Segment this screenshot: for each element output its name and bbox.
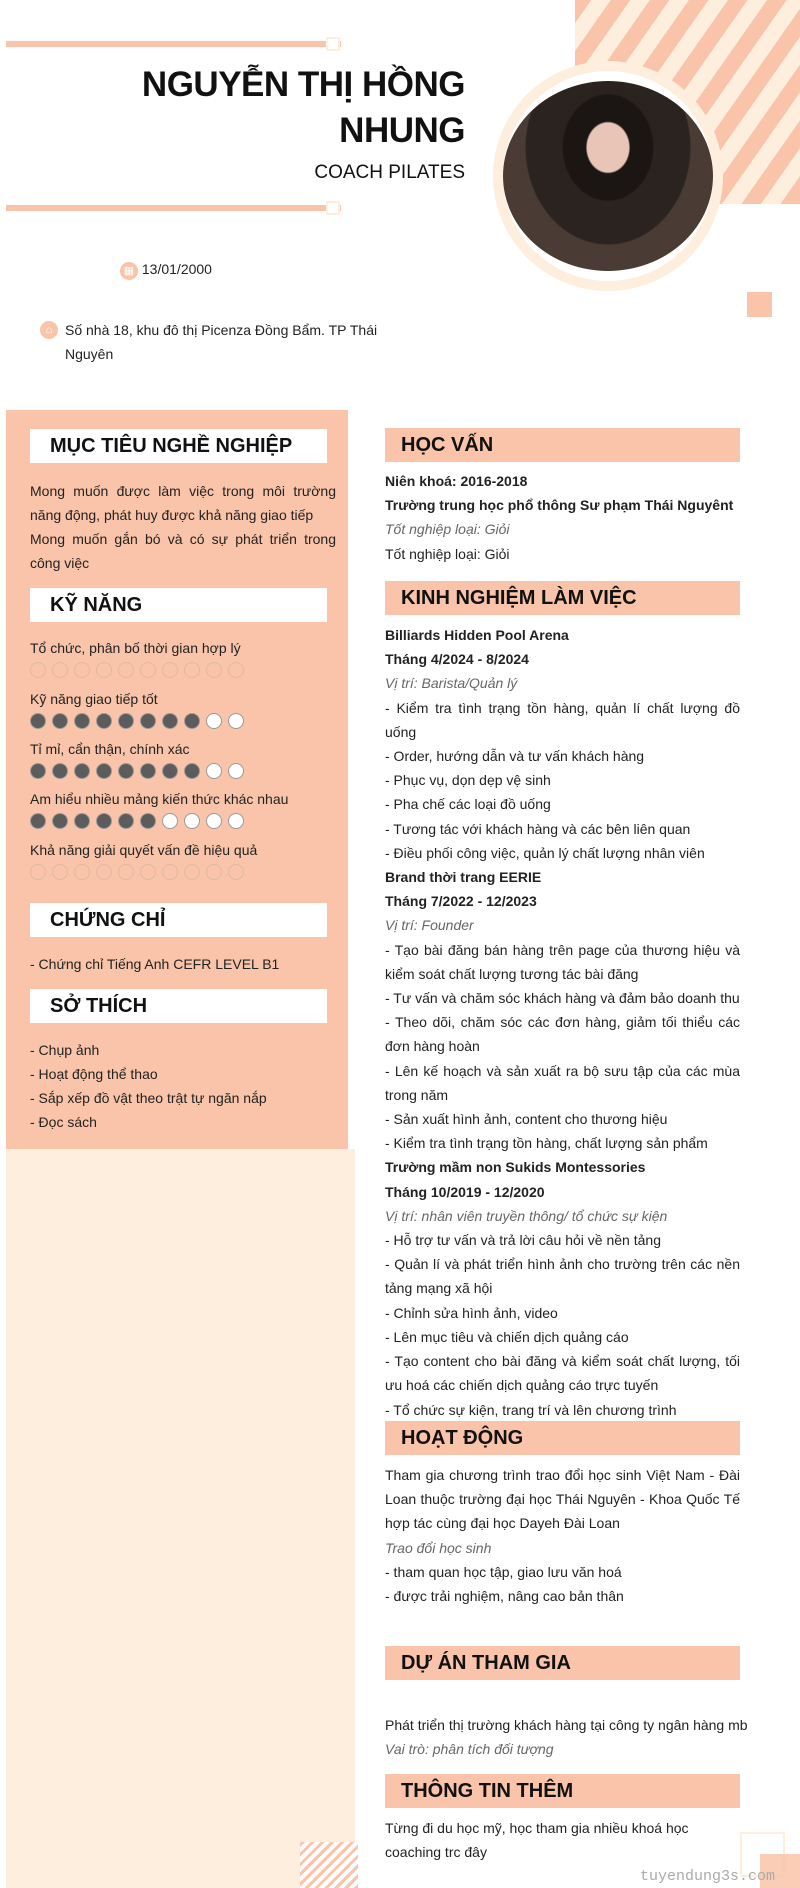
- rating-dot: [30, 713, 46, 729]
- rating-dot: [74, 813, 90, 829]
- rating-dot: [52, 713, 68, 729]
- rating-dot: [118, 763, 134, 779]
- job-task: - Kiểm tra tình trạng tồn hàng, chất lượng sản phẩm: [385, 1135, 708, 1152]
- job-period: Tháng 7/2022 - 12/2023: [385, 893, 537, 910]
- hobby-item: - Hoạt động thể thao: [30, 1066, 158, 1082]
- skills-heading: KỸ NĂNG: [30, 588, 327, 622]
- job-position: Vị trí: Founder: [385, 917, 474, 934]
- rating-dot: [162, 813, 178, 829]
- decorative-corner-stripes: [300, 1842, 358, 1888]
- job-entry: [385, 865, 740, 1155]
- job-entry: [385, 1155, 740, 1421]
- decorative-square: [747, 292, 772, 317]
- job-company: Billiards Hidden Pool Arena: [385, 627, 569, 643]
- rating-dot: [206, 763, 222, 779]
- rating-dot: [228, 662, 244, 678]
- rating-dot: [184, 763, 200, 779]
- rating-dot: [96, 864, 112, 880]
- rating-dot: [52, 813, 68, 829]
- rating-dot: [74, 713, 90, 729]
- rating-dot: [52, 662, 68, 678]
- activities-heading: HOẠT ĐỘNG: [385, 1421, 740, 1455]
- job-task: - Pha chế các loại đồ uống: [385, 796, 551, 813]
- rating-dot: [206, 713, 222, 729]
- experience-heading: KINH NGHIỆM LÀM VIỆC: [385, 581, 740, 615]
- address-value: Số nhà 18, khu đô thị Picenza Đồng Bẩm. TP Thái Nguyên: [65, 322, 378, 362]
- rating-dot: [228, 713, 244, 729]
- objective-line: Mong muốn gắn bó và có sự phát triển trong công việc: [30, 531, 336, 571]
- rating-dot: [140, 813, 156, 829]
- job-position: Vị trí: Barista/Quản lý: [385, 675, 518, 692]
- rating-dot: [140, 662, 156, 678]
- rating-dot: [206, 864, 222, 880]
- skill-rating: [30, 813, 244, 829]
- rating-dot: [140, 763, 156, 779]
- rating-dot: [162, 864, 178, 880]
- job-company: Trường mầm non Sukids Montessories: [385, 1159, 646, 1176]
- job-period: Tháng 10/2019 - 12/2020: [385, 1183, 545, 1200]
- job-task: - Tổ chức sự kiện, trang trí và lên chương trình: [385, 1401, 677, 1418]
- rating-dot: [162, 763, 178, 779]
- job-company: Brand thời trang EERIE: [385, 869, 542, 886]
- objective-line: Mong muốn được làm việc trong môi trường năng động, phát huy được khả năng giao tiếp: [30, 483, 336, 523]
- job-task: - Order, hướng dẫn và tư vấn khách hàng: [385, 748, 645, 765]
- education-detail: Tốt nghiệp loại: Giỏi: [385, 545, 510, 562]
- hobbies-heading: SỞ THÍCH: [30, 989, 327, 1023]
- job-period: Tháng 4/2024 - 8/2024: [385, 651, 529, 668]
- certificate-item: - Chứng chỉ Tiếng Anh CEFR LEVEL B1: [30, 956, 280, 972]
- rating-dot: [96, 763, 112, 779]
- calendar-icon: ▦: [120, 262, 138, 280]
- rating-dot: [52, 864, 68, 880]
- activity-item: - tham quan học tập, giao lưu văn hoá: [385, 1563, 622, 1580]
- skill-label: Kỹ năng giao tiếp tốt: [30, 691, 158, 707]
- rating-dot: [140, 864, 156, 880]
- divider-top: [6, 41, 341, 47]
- rating-dot: [74, 864, 90, 880]
- project-role: Vai trò: phân tích đối tượng: [385, 1741, 554, 1758]
- activity-description: Tham gia chương trình trao đổi học sinh Việt Nam - Đài Loan thuộc trường đại học Thái Nguyên - Khoa Quốc Tế hợp tác cùng đại học Dayeh Đài Loan: [385, 1467, 740, 1532]
- job-task: - Sản xuất hình ảnh, content cho thương hiệu: [385, 1111, 668, 1128]
- job-task: - Tạo content cho bài đăng và kiểm soát chất lượng, tối ưu hoá các chiến dịch quảng cáo trực tuyến: [385, 1353, 740, 1394]
- certificates-heading: CHỨNG CHỈ: [30, 903, 327, 937]
- job-task: - Lên mục tiêu và chiến dịch quảng cáo: [385, 1328, 629, 1345]
- rating-dot: [74, 763, 90, 779]
- rating-dot: [74, 662, 90, 678]
- divider-cap: [326, 37, 340, 51]
- activity-item: - được trải nghiệm, nâng cao bản thân: [385, 1588, 624, 1605]
- rating-dot: [228, 813, 244, 829]
- projects-heading: DỰ ÁN THAM GIA: [385, 1646, 740, 1680]
- job-task: - Quản lí và phát triển hình ảnh cho trường trên các nền tảng mạng xã hội: [385, 1256, 740, 1297]
- job-task: - Tương tác với khách hàng và các bên liên quan: [385, 820, 691, 837]
- dob-value: 13/01/2000: [141, 261, 212, 277]
- rating-dot: [30, 864, 46, 880]
- left-panel-cream: [6, 1149, 355, 1888]
- rating-dot: [118, 864, 134, 880]
- job-task: - Phục vụ, dọn dẹp vệ sinh: [385, 772, 551, 789]
- job-entry: [385, 623, 740, 865]
- divider-cap: [326, 201, 340, 215]
- rating-dot: [184, 713, 200, 729]
- rating-dot: [118, 662, 134, 678]
- education-block: [385, 469, 770, 566]
- project-description: Phát triển thị trường khách hàng tại công ty ngân hàng mb: [385, 1717, 748, 1733]
- rating-dot: [96, 662, 112, 678]
- rating-dot: [52, 763, 68, 779]
- rating-dot: [118, 813, 134, 829]
- education-heading: HỌC VẤN: [385, 428, 740, 462]
- rating-dot: [118, 713, 134, 729]
- rating-dot: [140, 713, 156, 729]
- job-task: - Điều phối công việc, quản lý chất lượng nhân viên: [385, 844, 705, 861]
- projects-block: [385, 1713, 770, 1761]
- hobbies-list: [30, 1038, 336, 1134]
- rating-dot: [228, 763, 244, 779]
- skill-label: Am hiểu nhiều mảng kiến thức khác nhau: [30, 791, 289, 807]
- skill-label: Tổ chức, phân bố thời gian hợp lý: [30, 640, 241, 656]
- job-task: - Chỉnh sửa hình ảnh, video: [385, 1304, 558, 1321]
- hobby-item: - Đọc sách: [30, 1114, 97, 1130]
- objective-heading: MỤC TIÊU NGHỀ NGHIỆP: [30, 429, 327, 463]
- rating-dot: [184, 813, 200, 829]
- job-position: Vị trí: nhân viên truyền thông/ tổ chức sự kiện: [385, 1207, 668, 1224]
- profile-photo: [503, 81, 713, 271]
- rating-dot: [184, 662, 200, 678]
- education-subtitle: Tốt nghiệp loại: Giỏi: [385, 521, 510, 538]
- job-task: - Theo dõi, chăm sóc các đơn hàng, giảm tối thiểu các đơn hàng hoàn: [385, 1014, 740, 1055]
- dob-row: [120, 257, 212, 281]
- hobby-item: - Sắp xếp đồ vật theo trật tự ngăn nắp: [30, 1090, 267, 1106]
- rating-dot: [30, 813, 46, 829]
- rating-dot: [30, 763, 46, 779]
- skill-rating: [30, 864, 244, 880]
- hobby-item: - Chụp ảnh: [30, 1042, 100, 1058]
- job-task: - Lên kế hoạch và sản xuất ra bộ sưu tập của các mùa trong năm: [385, 1062, 740, 1103]
- rating-dot: [184, 864, 200, 880]
- skill-label: Khả năng giải quyết vấn đề hiệu quả: [30, 842, 258, 858]
- activities-block: [385, 1463, 740, 1608]
- skill-label: Tỉ mỉ, cẩn thận, chính xác: [30, 741, 190, 757]
- job-task: - Hỗ trợ tư vấn và trả lời câu hỏi về nền tảng: [385, 1232, 661, 1249]
- rating-dot: [162, 713, 178, 729]
- rating-dot: [228, 864, 244, 880]
- rating-dot: [30, 662, 46, 678]
- rating-dot: [206, 813, 222, 829]
- more-info-heading: THÔNG TIN THÊM: [385, 1774, 740, 1808]
- job-task: - Tạo bài đăng bán hàng trên page của thương hiệu và kiểm soát chất lượng tương tác bài đăng: [385, 941, 740, 982]
- home-icon: ⌂: [40, 321, 58, 339]
- job-task: - Tư vấn và chăm sóc khách hàng và đảm bảo doanh thu: [385, 990, 740, 1007]
- address-row: [40, 318, 380, 366]
- rating-dot: [206, 662, 222, 678]
- education-school: Trường trung học phổ thông Sư phạm Thái Nguyênt: [385, 497, 734, 514]
- rating-dot: [96, 713, 112, 729]
- job-task: - Kiểm tra tình trạng tồn hàng, quản lí chất lượng đồ uống: [385, 699, 740, 740]
- more-info-text: Từng đi du học mỹ, học tham gia nhiều khoá học coaching trc đây: [385, 1820, 689, 1861]
- activity-role: Trao đổi học sinh: [385, 1539, 492, 1556]
- skill-rating: [30, 763, 244, 779]
- skill-rating: [30, 713, 244, 729]
- candidate-name: NGUYỄN THỊ HỒNG NHUNG: [141, 65, 465, 150]
- watermark: tuyendung3s.com: [640, 1868, 776, 1885]
- objective-text: [30, 479, 336, 575]
- job-title: COACH PILATES: [314, 162, 465, 183]
- experience-list: [385, 623, 740, 1422]
- divider-bottom: [6, 205, 341, 211]
- skill-rating: [30, 662, 244, 678]
- rating-dot: [162, 662, 178, 678]
- rating-dot: [96, 813, 112, 829]
- education-period: Niên khoá: 2016-2018: [385, 473, 528, 489]
